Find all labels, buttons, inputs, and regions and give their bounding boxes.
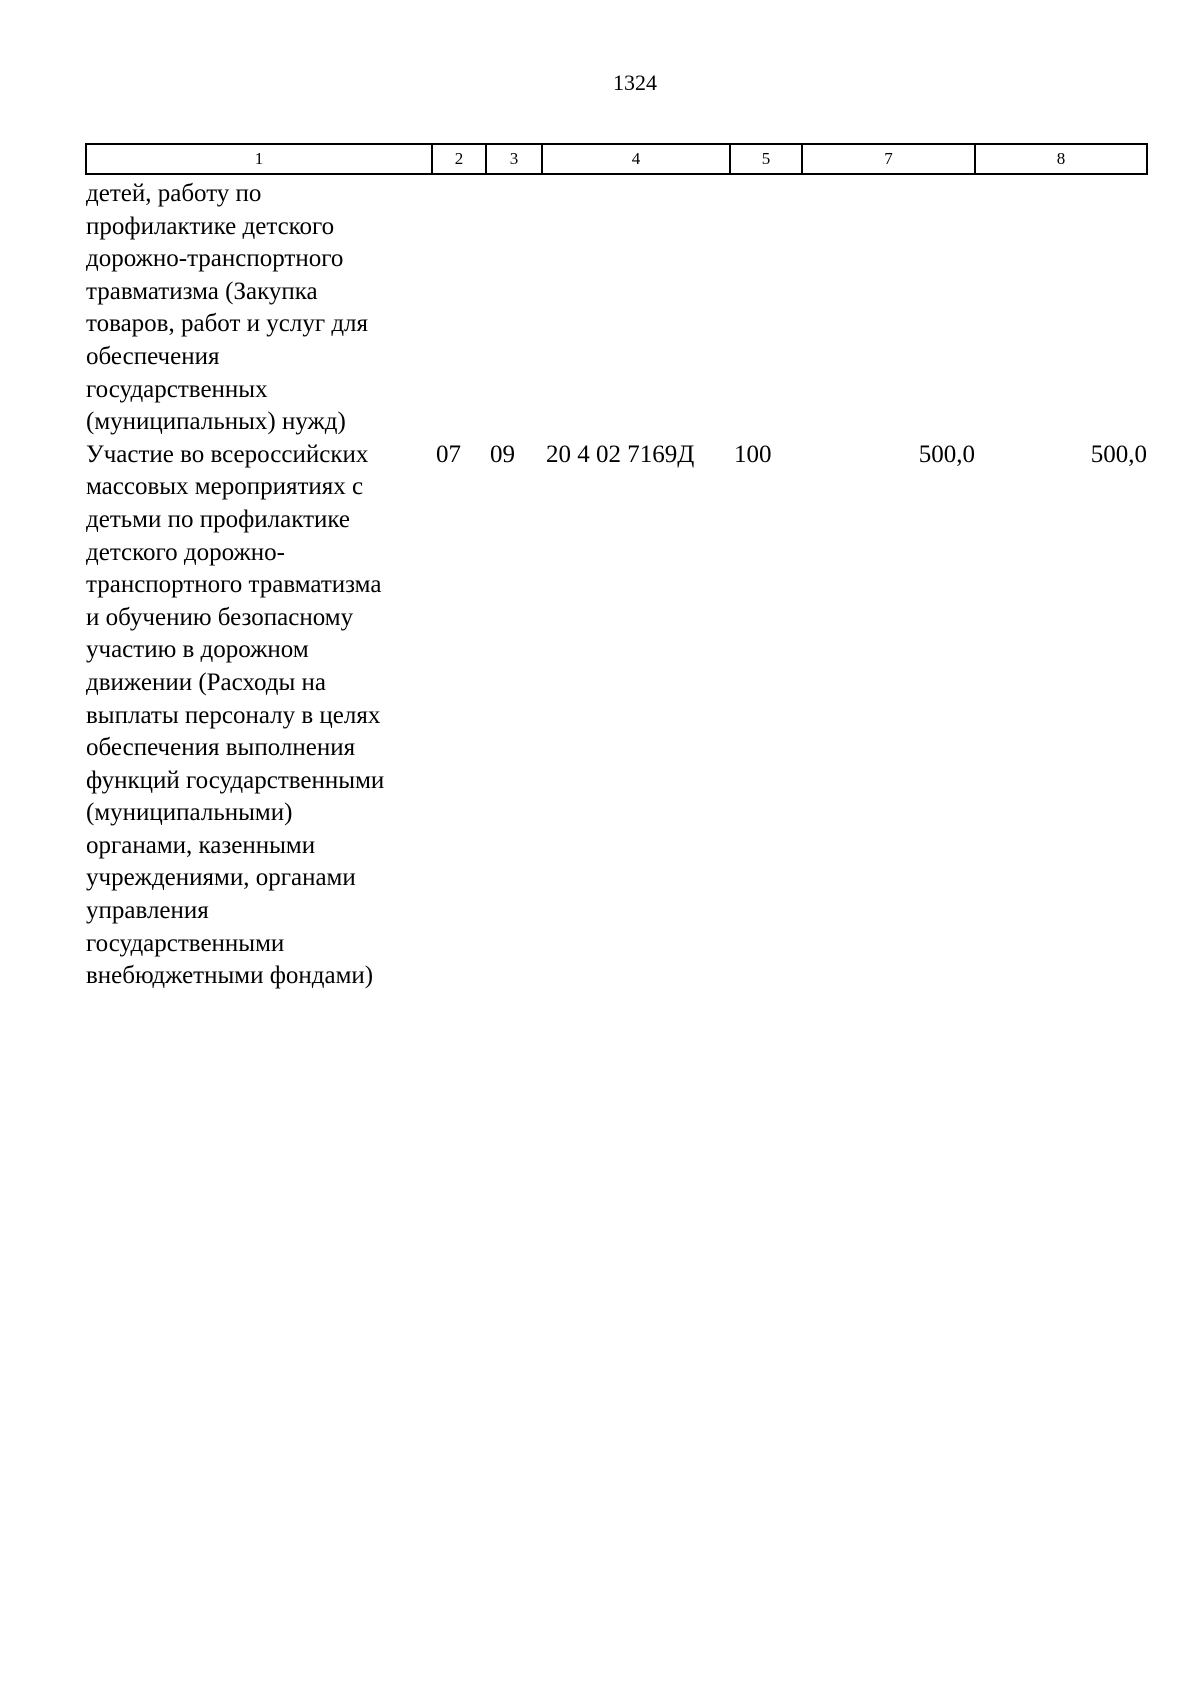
row-target-article: 20 4 02 7169Д xyxy=(546,440,695,468)
row-podrazdel xyxy=(486,174,542,439)
header-col-3: 3 xyxy=(486,144,542,174)
row-expense-type: 100 xyxy=(734,440,772,468)
header-col-4: 4 xyxy=(542,144,730,174)
row-podrazdel: 09 xyxy=(490,440,515,468)
row-amount-7: 500,0 xyxy=(918,440,975,468)
table-body xyxy=(86,174,1147,993)
row-razdel: 07 xyxy=(436,440,461,468)
header-row xyxy=(86,144,1147,174)
header-col-7: 7 xyxy=(802,144,975,174)
table-row xyxy=(86,439,1147,993)
row-amount-8 xyxy=(975,174,1147,439)
row-amount-8: 500,0 xyxy=(1090,440,1147,468)
row-expense-type xyxy=(730,174,802,439)
budget-table xyxy=(85,143,1148,993)
row-razdel xyxy=(432,174,486,439)
header-col-2: 2 xyxy=(432,144,486,174)
page-number: 1324 xyxy=(613,70,657,95)
row-target-article xyxy=(542,174,730,439)
row-amount-7 xyxy=(802,174,975,439)
table-header xyxy=(86,144,1147,174)
header-col-1: 1 xyxy=(86,144,432,174)
header-col-8: 8 xyxy=(975,144,1147,174)
header-col-5: 5 xyxy=(730,144,802,174)
table-row xyxy=(86,174,1147,439)
row-name: Участие во всероссийских массовых мероприятиях с детьми по профилактике детского дорожно- транспортного травматизма и обучению безопасному участию в дорожном движении (Расходы на выплаты персоналу в целях обеспечения выполнения функций государственными (муниципальными) органами, казенными учреждениями, органами управления государственными внебюджетными фондами) xyxy=(86,440,385,990)
row-name: детей, работу по профилактике детского дорожно-транспортного травматизма (Закупка товаров, работ и услуг для обеспечения государственных (муниципальных) нужд) xyxy=(86,180,369,436)
